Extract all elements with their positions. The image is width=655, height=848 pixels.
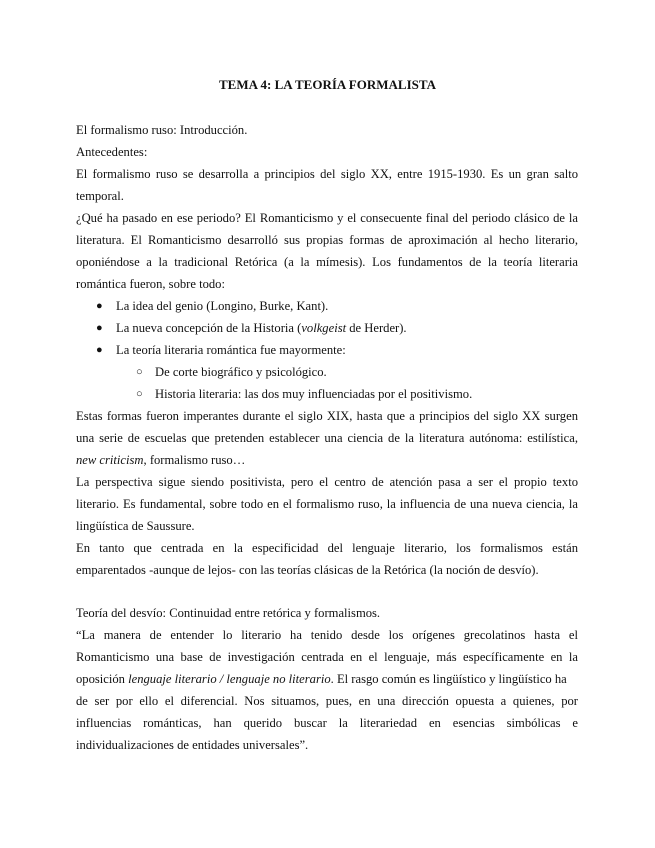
paragraph-line: emparentados -aunque de lejos- con las teorías clásicas de la Retórica (la noción de desvío). xyxy=(76,563,539,577)
bullet-item: La teoría literaria romántica fue mayormente: xyxy=(116,343,346,357)
bullet-icon: ● xyxy=(96,344,103,356)
paragraph-line: ¿Qué ha pasado en ese periodo? El Romanticismo y el consecuente final del periodo clásico de la xyxy=(76,211,578,225)
paragraph-line: En tanto que centrada en la especificidad del lenguaje literario, los formalismos están xyxy=(76,541,578,555)
paragraph-line: Estas formas fueron imperantes durante el siglo XIX, hasta que a principios del siglo XX surgen xyxy=(76,409,578,423)
bullet-text: de Herder). xyxy=(346,321,407,335)
quote-text: oposición xyxy=(76,672,129,686)
quote-line xyxy=(76,671,578,687)
paragraph-line: temporal. xyxy=(76,189,124,203)
quote-line: influencias románticas, han querido buscar la literariedad en esencias simbólicas e xyxy=(76,716,578,730)
paragraph-line xyxy=(76,452,578,468)
sub-bullet-item: De corte biográfico y psicológico. xyxy=(155,365,327,379)
paragraph-text: , formalismo ruso… xyxy=(143,453,246,467)
quote-line: de ser por ello el diferencial. Nos situamos, pues, en una dirección opuesta a quienes, por xyxy=(76,694,578,708)
emphasis-text: volkgeist xyxy=(301,321,347,335)
paragraph-line: romántica fueron, sobre todo: xyxy=(76,277,225,291)
document-title: TEMA 4: LA TEORÍA FORMALISTA xyxy=(219,77,436,92)
section-heading-intro: El formalismo ruso: Introducción. xyxy=(76,123,248,137)
paragraph-line: una serie de escuelas que pretenden establecer una ciencia de la literatura autónoma: estilística, xyxy=(76,431,578,445)
quote-line: Romanticismo una base de investigación centrada en el lenguaje, más específicamente en la xyxy=(76,650,578,664)
section-heading-desvio: Teoría del desvío: Continuidad entre retórica y formalismos. xyxy=(76,606,381,620)
quote-line: “La manera de entender lo literario ha tenido desde los orígenes grecolatinos hasta el xyxy=(76,628,578,642)
bullet-item: La idea del genio (Longino, Burke, Kant). xyxy=(116,299,329,313)
paragraph-line: lingüística de Saussure. xyxy=(76,519,195,533)
paragraph-line: La perspectiva sigue siendo positivista, pero el centro de atención pasa a ser el propio texto xyxy=(76,475,578,489)
sub-bullet-item: Historia literaria: las dos muy influenciadas por el positivismo. xyxy=(155,387,473,401)
paragraph-line: oponiéndose a la tradicional Retórica (a la mímesis). Los fundamentos de la teoría literaria xyxy=(76,255,578,269)
quote-text: . El rasgo común es lingüístico y lingüístico ha xyxy=(330,672,567,686)
sub-bullet-icon: ○ xyxy=(136,366,143,378)
bullet-icon: ● xyxy=(96,322,103,334)
emphasis-text: lenguaje literario / lenguaje no literario xyxy=(128,672,331,686)
bullet-text: La nueva concepción de la Historia ( xyxy=(116,321,302,335)
section-heading-antecedentes: Antecedentes: xyxy=(76,145,148,159)
paragraph-line: literario. Es fundamental, sobre todo en el formalismo ruso, la influencia de una nueva ciencia, la xyxy=(76,497,578,511)
paragraph-line: literatura. El Romanticismo desarrolló sus propias formas de aproximación al hecho literario, xyxy=(76,233,578,247)
paragraph-line: El formalismo ruso se desarrolla a principios del siglo XX, entre 1915-1930. Es un gran salto xyxy=(76,167,578,181)
bullet-item xyxy=(116,320,407,336)
bullet-icon: ● xyxy=(96,300,103,312)
quote-line: individualizaciones de entidades universales”. xyxy=(76,738,309,752)
emphasis-text: new criticism xyxy=(76,453,144,467)
sub-bullet-icon: ○ xyxy=(136,388,143,400)
